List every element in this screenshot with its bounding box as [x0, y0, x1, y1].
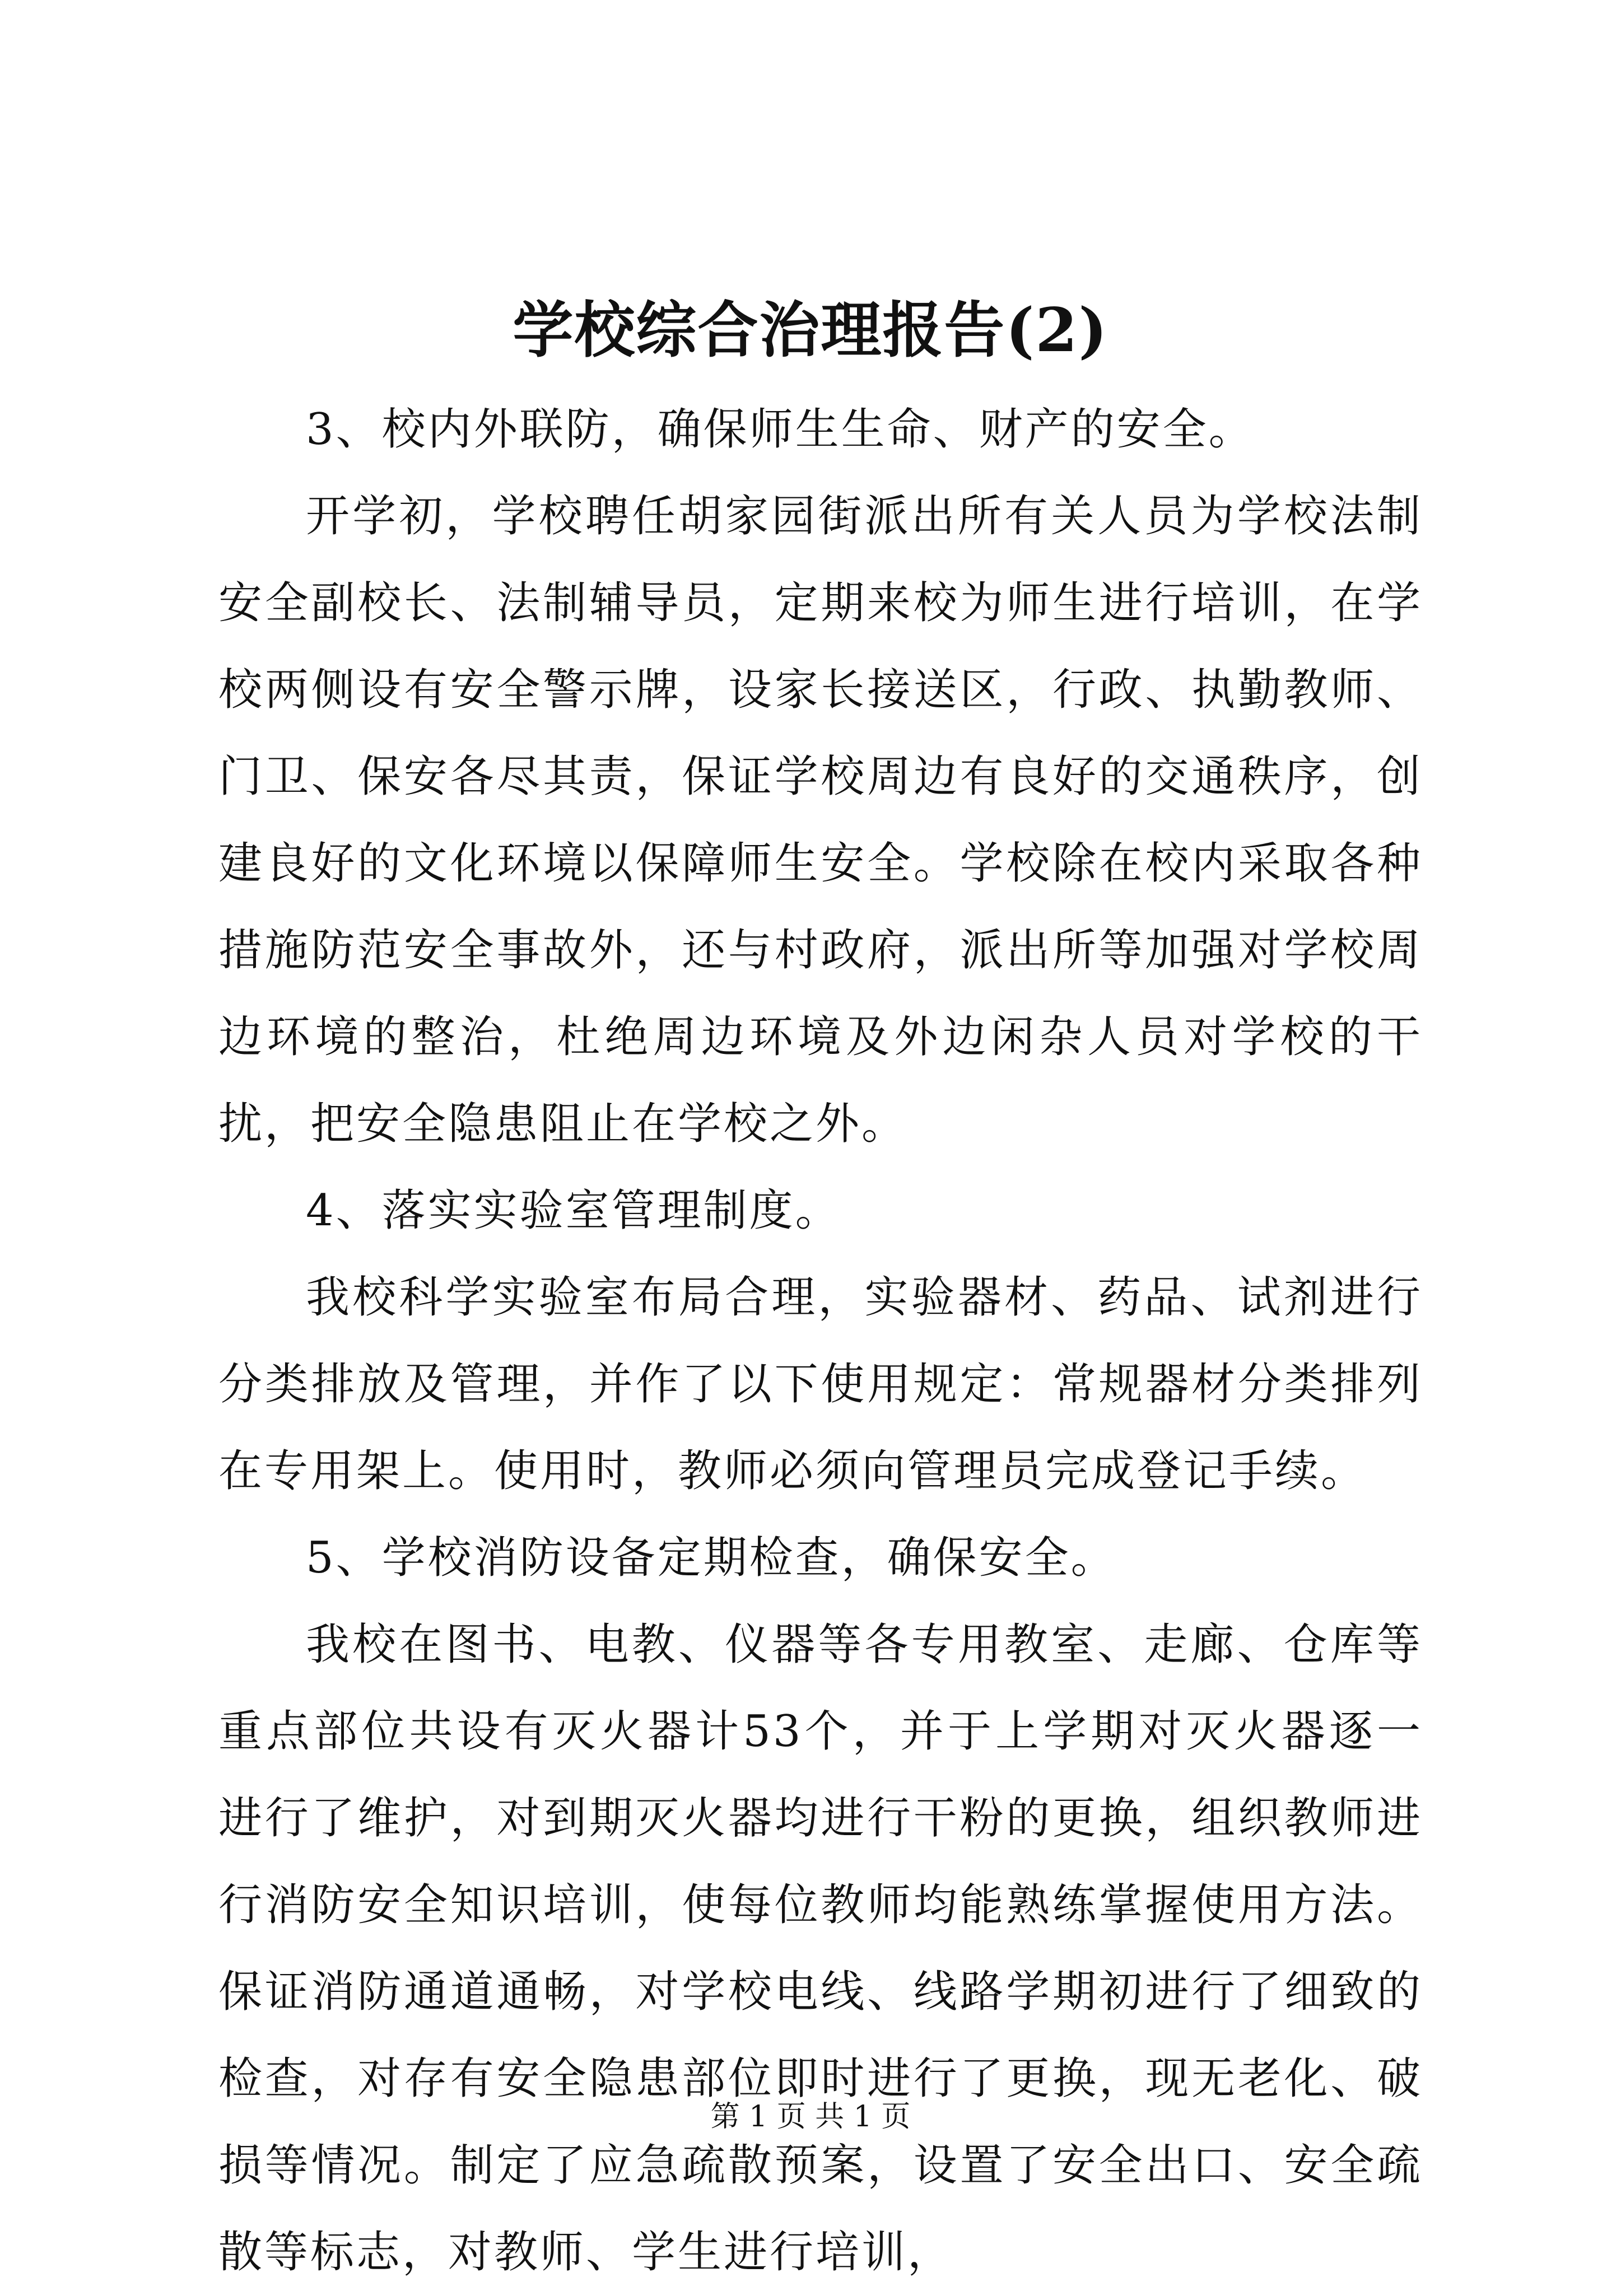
page-footer: 第 1 页 共 1 页 [710, 2100, 911, 2134]
paragraph-joint-defense: 开学初，学校聘任胡家园街派出所有关人员为学校法制安全副校长、法制辅导员，定期来校为师生进行培训，在学校两侧设有安全警示牌，设家长接送区，行政、执勤教师、门卫、保安各尽其责，保证学校周边有良好的交通秩序，创建良好的文化环境以保障师生安全。学校除在校内采取各种措施防范安全事故外，还与村政府，派出所等加强对学校周边环境的整治，杜绝周边环境及外边闲杂人员对学校的干扰，把安全隐患阻止在学校之外。 [218, 491, 1423, 1149]
paragraph-laboratory: 我校科学实验室布局合理，实验器材、药品、试剂进行分类排放及管理，并作了以下使用规定：常规器材分类排列在专用架上。使用时，教师必须向管理员完成登记手续。 [218, 1272, 1423, 1496]
document-body [218, 386, 1423, 2296]
document-title: 学校综合治理报告(2) [513, 295, 1108, 366]
paragraph-fire-safety: 我校在图书、电教、仪器等各专用教室、走廊、仓库等重点部位共设有灭火器计53个，并于上学期对灭火器逐一进行了维护，对到期灭火器均进行干粉的更换，组织教师进行消防安全知识培训，使每位教师均能熟练掌握使用方法。保证消防通道通畅，对学校电线、线路学期初进行了细致的检查，对存有安全隐患部位即时进行了更换，现无老化、破损等情况。制定了应急疏散预案，设置了安全出口、安全疏散等标志，对教师、学生进行培训， [218, 1620, 1423, 2278]
paragraph-heading-5: 5、学校消防设备定期检查，确保安全。 [306, 1533, 1117, 1583]
paragraph-heading-3: 3、校内外联防，确保师生生命、财产的安全。 [306, 404, 1255, 455]
paragraph-heading-4: 4、落实实验室管理制度。 [306, 1186, 841, 1236]
